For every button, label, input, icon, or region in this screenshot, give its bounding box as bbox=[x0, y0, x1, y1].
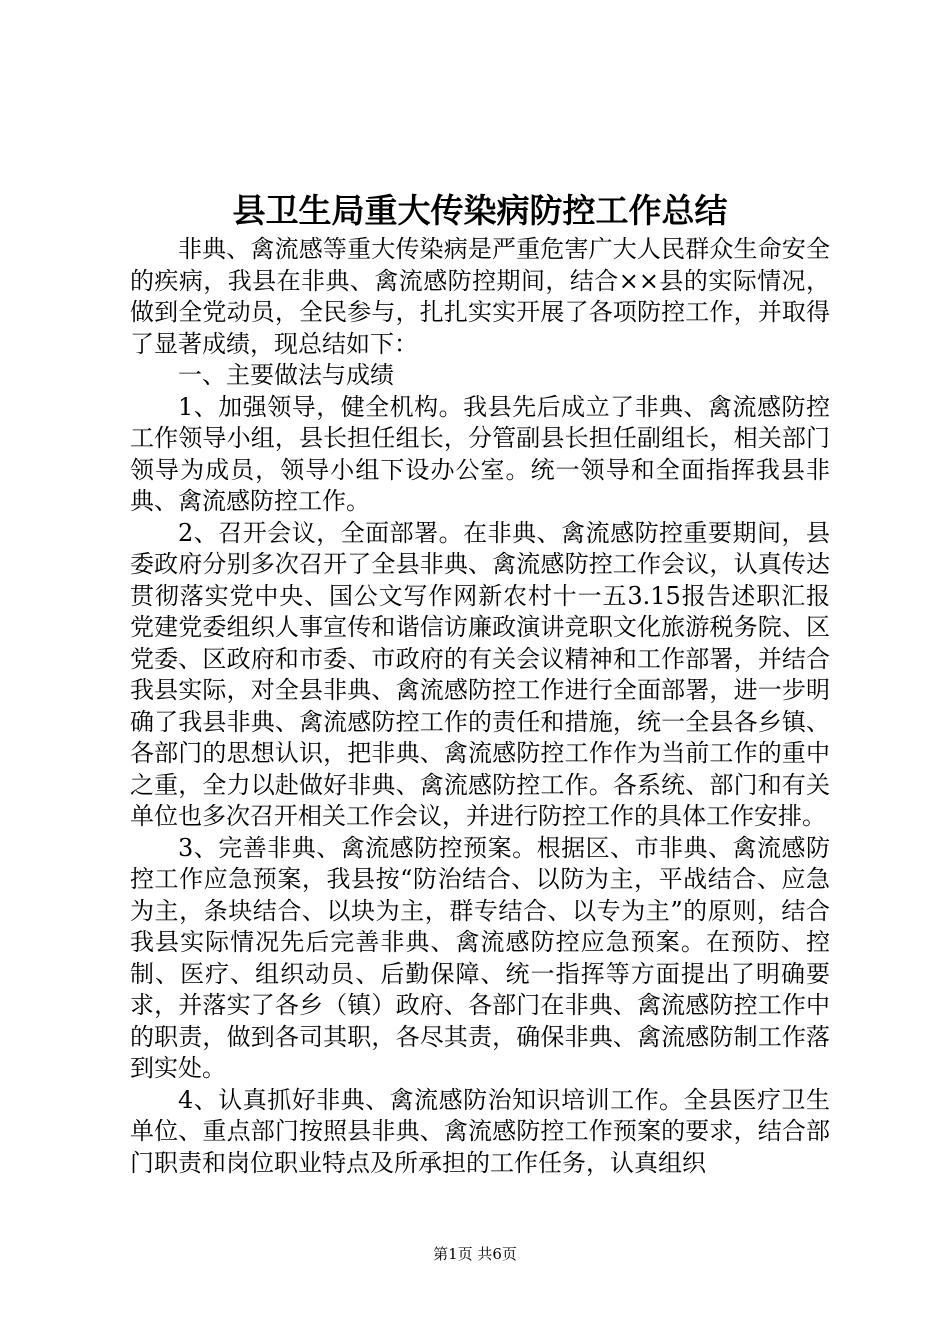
intro-paragraph: 非典、禽流感等重大传染病是严重危害广大人民群众生命安全的疾病，我县在非典、禽流感防控期间，结合××县的实际情况，做到全党动员，全民参与，扎扎实实开展了各项防控工作，并取得了显著成绩，现总结如下： bbox=[130, 235, 830, 358]
paragraph-3: 3、完善非典、禽流感防控预案。根据区、市非典、禽流感防控工作应急预案，我县按“防治结合、以防为主，平战结合、应急为主，条块结合、以块为主，群专结合、以专为主”的原则，结合我县实际情况先后完善非典、禽流感防控应急预案。在预防、控制、医疗、组织动员、后勤保障、统一指挥等方面提出了明确要求，并落实了各乡（镇）政府、各部门在非典、禽流感防控工作中的职责，做到各司其职，各尽其责，确保非典、禽流感防制工作落到实处。 bbox=[130, 833, 830, 1082]
paragraph-1: 1、加强领导，健全机构。我县先后成立了非典、禽流感防控工作领导小组，县长担任组长，分管副县长担任副组长，相关部门领导为成员，领导小组下设办公室。统一领导和全面指挥我县非典、禽流感防控工作。 bbox=[130, 392, 830, 515]
document-title: 县卫生局重大传染病防控工作总结 bbox=[232, 191, 728, 230]
paragraph-2: 2、召开会议，全面部署。在非典、禽流感防控重要期间，县委政府分别多次召开了全县非典、禽流感防控工作会议，认真传达贯彻落实党中央、国公文写作网新农村十一五3.15报告述职汇报党建党委组织人事宣传和谐信访廉政演讲竞职文化旅游税务院、区党委、区政府和市委、市政府的有关会议精神和工作部署，并结合我县实际，对全县非典、禽流感防控工作进行全面部署，进一步明确了我县非典、禽流感防控工作的责任和措施，统一全县各乡镇、各部门的思想认识，把非典、禽流感防控工作作为当前工作的重中之重，全力以赴做好非典、禽流感防控工作。各系统、部门和有关单位也多次召开相关工作会议，并进行防控工作的具体工作安排。 bbox=[130, 518, 830, 830]
document-page bbox=[130, 190, 830, 1179]
page-footer: 第1页 共6页 bbox=[433, 1245, 517, 1263]
section-heading: 一、主要做法与成绩 bbox=[178, 361, 394, 389]
paragraph-4: 4、认真抓好非典、禽流感防治知识培训工作。全县医疗卫生单位、重点部门按照县非典、禽流感防控工作预案的要求，结合部门职责和岗位职业特点及所承担的工作任务，认真组织 bbox=[130, 1085, 830, 1177]
